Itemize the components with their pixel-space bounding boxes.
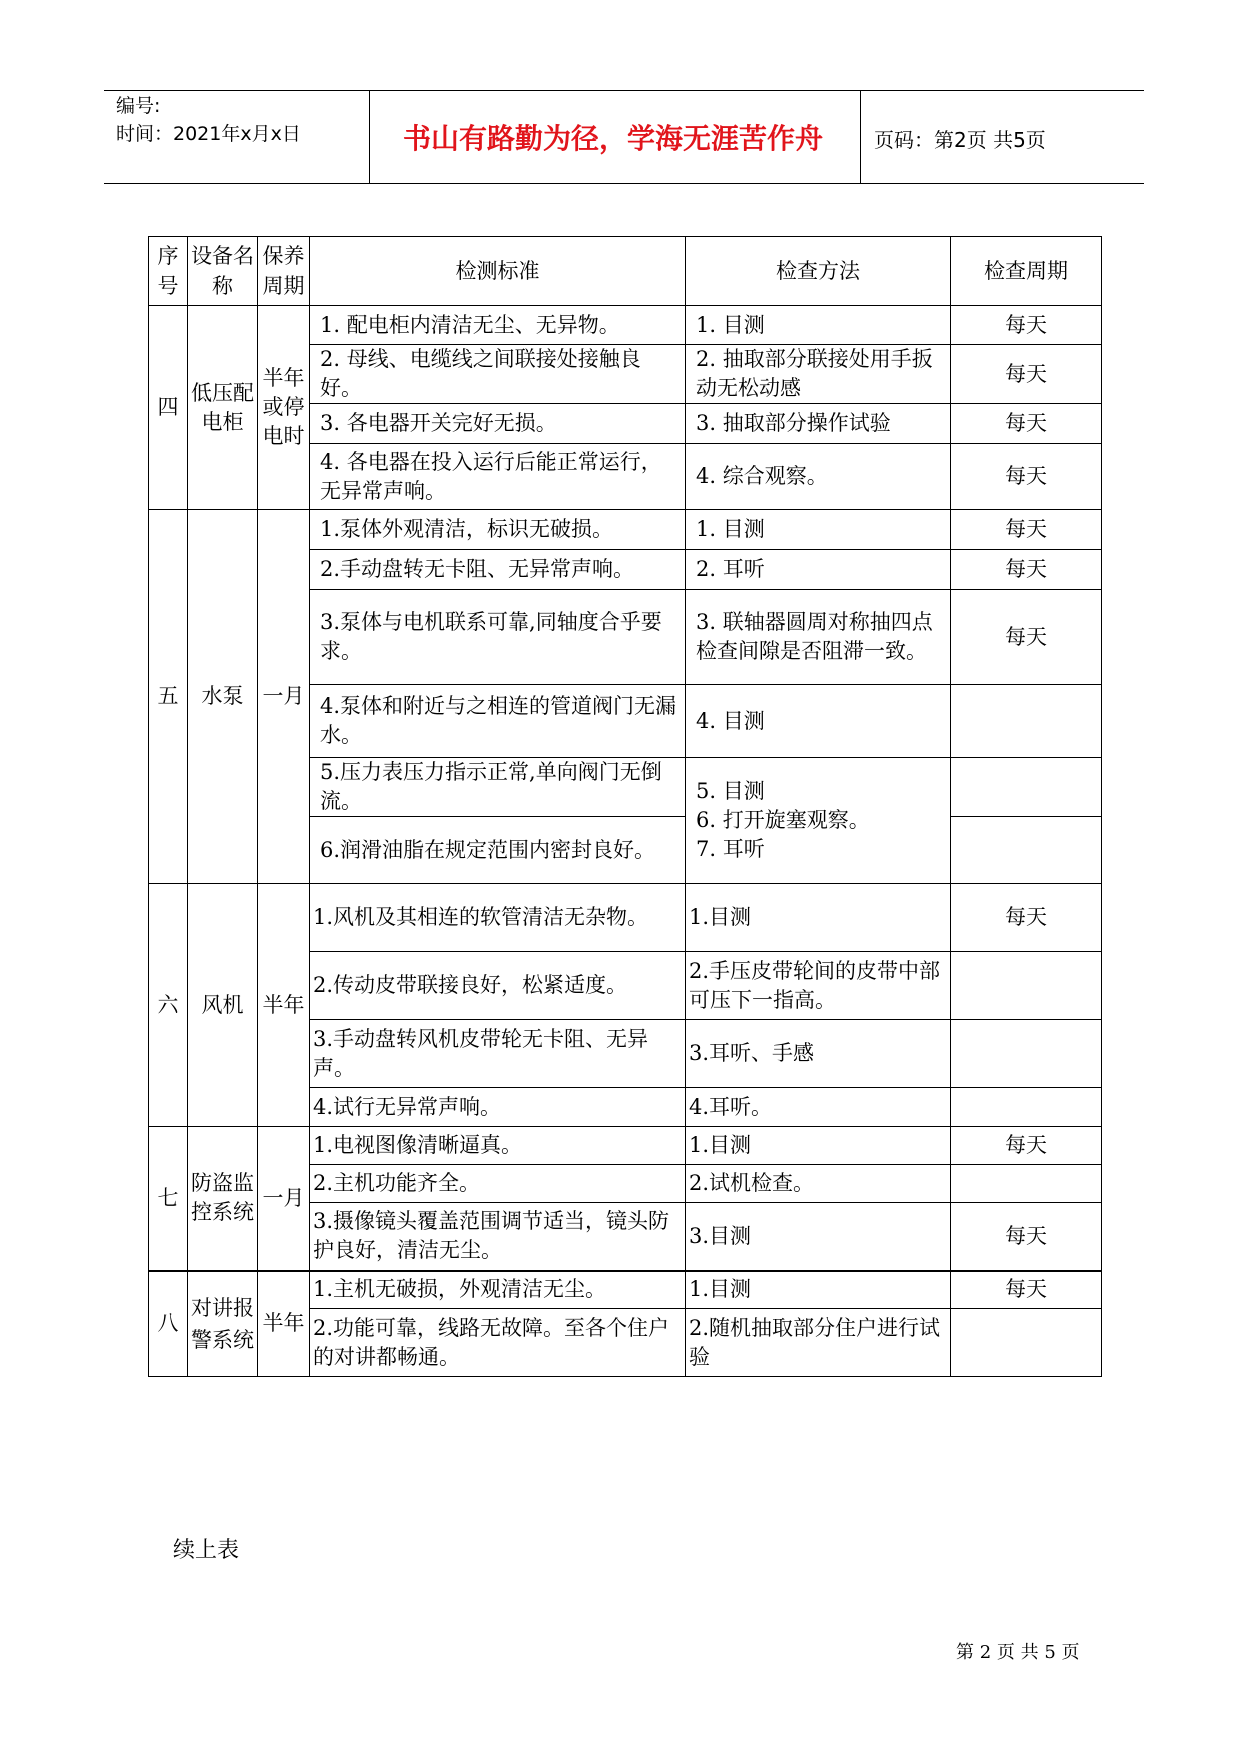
method-cell: 1.目测 (686, 1127, 951, 1165)
method-cell: 2. 抽取部分联接处用手扳动无松动感 (686, 345, 951, 404)
header-page-number: 页码：第2页 共5页 (874, 128, 1046, 152)
method-cell: 3.耳听、手感 (686, 1020, 951, 1088)
standard-cell: 4.泵体和附近与之相连的管道阀门无漏水。 (310, 685, 686, 758)
section-no: 六 (149, 884, 188, 1127)
continued-label: 续上表 (173, 1538, 240, 1563)
table-row (149, 1127, 1102, 1165)
section-no: 八 (149, 1271, 188, 1377)
method-cell: 1.目测 (686, 884, 951, 952)
table-row (149, 1271, 1102, 1309)
section-no: 七 (149, 1127, 188, 1271)
method-cell: 3. 联轴器圆周对称抽四点检查间隙是否阻滞一致。 (686, 590, 951, 685)
section-cycle: 一月 (258, 1127, 310, 1271)
method-cell: 4. 综合观察。 (686, 444, 951, 510)
period-cell (951, 1165, 1102, 1203)
header-divider (369, 90, 370, 184)
standard-cell: 2. 母线、电缆线之间联接处接触良好。 (310, 345, 686, 404)
section-cycle: 一月 (258, 510, 310, 884)
table-header-row (149, 237, 1102, 306)
standard-cell: 2.功能可靠，线路无故障。至各个住户的对讲都畅通。 (310, 1309, 686, 1377)
standard-cell: 3. 各电器开关完好无损。 (310, 404, 686, 444)
method-cell: 1.目测 (686, 1271, 951, 1309)
header-divider (860, 90, 861, 184)
period-cell: 每天 (951, 444, 1102, 510)
header-bottom-rule (104, 183, 1144, 184)
section-cycle: 半年或停电时 (258, 306, 310, 510)
doc-time-label: 时间：2021年x月x日 (116, 123, 301, 145)
section-device: 风机 (188, 884, 258, 1127)
period-cell: 每天 (951, 884, 1102, 952)
period-cell: 每天 (951, 1203, 1102, 1271)
method-line: 5. 目测 (696, 779, 765, 803)
table-row (149, 510, 1102, 550)
header-device: 设备名称 (188, 237, 258, 306)
standard-cell: 1.主机无破损，外观清洁无尘。 (310, 1271, 686, 1309)
period-cell: 每天 (951, 510, 1102, 550)
period-cell: 每天 (951, 1271, 1102, 1309)
period-cell: 每天 (951, 590, 1102, 685)
header-meta (116, 92, 301, 148)
doc-code-label: 编号: (116, 95, 161, 117)
section-device: 对讲报警系统 (188, 1271, 258, 1377)
method-cell: 2. 耳听 (686, 550, 951, 590)
standard-cell: 1.电视图像清晰逼真。 (310, 1127, 686, 1165)
header-top-rule (104, 90, 1144, 91)
method-cell: 1. 目测 (686, 306, 951, 345)
maintenance-table (148, 236, 1102, 1377)
standard-cell: 5.压力表压力指示正常,单向阀门无倒流。 (310, 758, 686, 817)
header-period: 检查周期 (951, 237, 1102, 306)
header-method: 检查方法 (686, 237, 951, 306)
method-cell: 3. 抽取部分操作试验 (686, 404, 951, 444)
period-cell (951, 758, 1102, 817)
table-row (149, 306, 1102, 345)
section-no: 五 (149, 510, 188, 884)
merged-method-cell (686, 758, 951, 884)
standard-cell: 3.泵体与电机联系可靠,同轴度合乎要求。 (310, 590, 686, 685)
method-cell: 1. 目测 (686, 510, 951, 550)
section-device: 水泵 (188, 510, 258, 884)
header-motto: 书山有路勤为径，学海无涯苦作舟 (402, 122, 823, 155)
method-cell: 4.耳听。 (686, 1088, 951, 1127)
standard-cell: 4.试行无异常声响。 (310, 1088, 686, 1127)
method-cell: 2.手压皮带轮间的皮带中部可压下一指高。 (686, 952, 951, 1020)
period-cell (951, 1088, 1102, 1127)
period-cell: 每天 (951, 1127, 1102, 1165)
page-footer: 第 2 页 共 5 页 (956, 1642, 1080, 1663)
standard-cell: 1. 配电柜内清洁无尘、无异物。 (310, 306, 686, 345)
period-cell (951, 1309, 1102, 1377)
period-cell: 每天 (951, 404, 1102, 444)
method-line: 7. 耳听 (696, 837, 765, 861)
standard-cell: 3.手动盘转风机皮带轮无卡阻、无异声。 (310, 1020, 686, 1088)
section-cycle: 半年 (258, 1271, 310, 1377)
section-device: 低压配电柜 (188, 306, 258, 510)
standard-cell: 1.风机及其相连的软管清洁无杂物。 (310, 884, 686, 952)
table-row (149, 884, 1102, 952)
period-cell (951, 1020, 1102, 1088)
period-cell (951, 685, 1102, 758)
method-cell: 4. 目测 (686, 685, 951, 758)
standard-cell: 1.泵体外观清洁，标识无破损。 (310, 510, 686, 550)
method-cell: 3.目测 (686, 1203, 951, 1271)
standard-cell: 2.主机功能齐全。 (310, 1165, 686, 1203)
section-cycle: 半年 (258, 884, 310, 1127)
section-device: 防盗监控系统 (188, 1127, 258, 1271)
period-cell (951, 952, 1102, 1020)
period-cell (951, 817, 1102, 884)
standard-cell: 3.摄像镜头覆盖范围调节适当，镜头防护良好，清洁无尘。 (310, 1203, 686, 1271)
method-line: 6. 打开旋塞观察。 (696, 808, 870, 832)
period-cell: 每天 (951, 550, 1102, 590)
method-cell: 2.随机抽取部分住户进行试验 (686, 1309, 951, 1377)
standard-cell: 6.润滑油脂在规定范围内密封良好。 (310, 817, 686, 884)
section-no: 四 (149, 306, 188, 510)
period-cell: 每天 (951, 306, 1102, 345)
standard-cell: 4. 各电器在投入运行后能正常运行，无异常声响。 (310, 444, 686, 510)
method-cell: 2.试机检查。 (686, 1165, 951, 1203)
standard-cell: 2.手动盘转无卡阻、无异常声响。 (310, 550, 686, 590)
period-cell: 每天 (951, 345, 1102, 404)
standard-cell: 2.传动皮带联接良好，松紧适度。 (310, 952, 686, 1020)
header-no: 序号 (149, 237, 188, 306)
header-cycle: 保养周期 (258, 237, 310, 306)
header-standard: 检测标准 (310, 237, 686, 306)
